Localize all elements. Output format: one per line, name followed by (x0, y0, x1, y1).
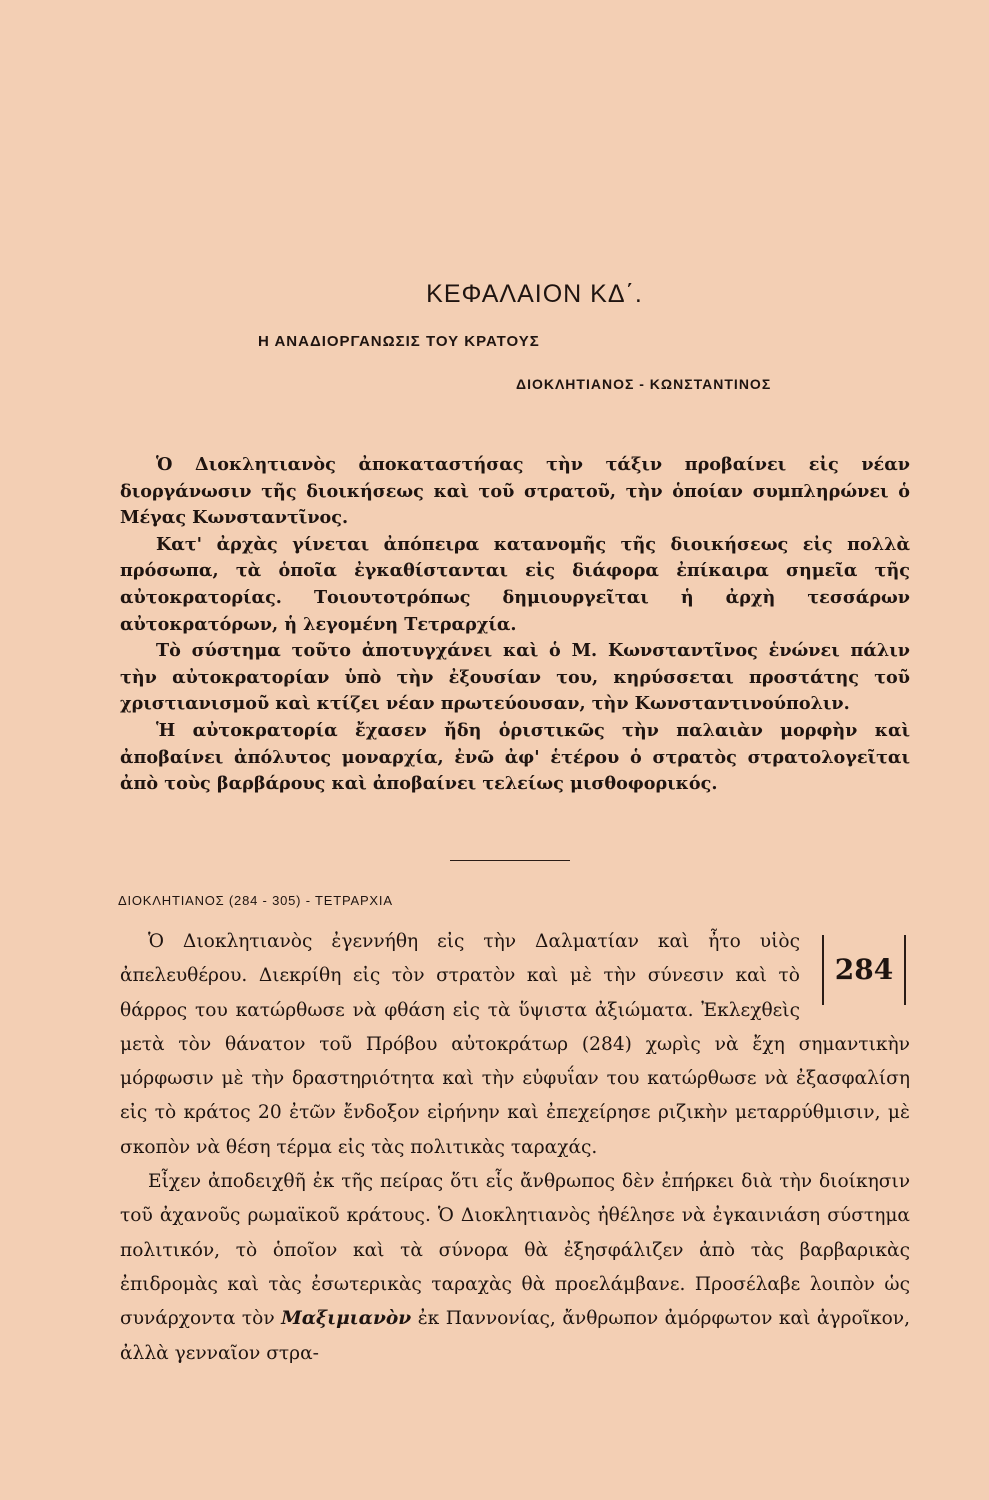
section-body (120, 925, 910, 1371)
section-divider (450, 860, 570, 861)
emphasized-name: Μαξιμιανὸν (281, 1308, 412, 1330)
summary-paragraph: Κατ' ἀρχὰς γίνεται ἀπόπειρα κατανομῆς τῆς διοικήσεως εἰς πολλὰ πρόσωπα, τὰ ὁποῖα ἐγκαθίστανται εἰς διάφορα ἐπίκαιρα σημεῖα τῆς αὐτοκρατορίας. Τοιουτοτρόπως δημιουργεῖται ἡ ἀρχὴ τεσσάρων αὐτοκρατόρων, ἡ λεγομένη Τετραρχία. (120, 533, 910, 635)
summary-paragraph: Ὁ Διοκλητιανὸς ἀποκαταστήσας τὴν τάξιν προβαίνει εἰς νέαν διοργάνωσιν τῆς διοικήσεως καὶ τοῦ στρατοῦ, τὴν ὁποίαν συμπληρώνει ὁ Μέγας Κωνσταντῖνος. (120, 454, 910, 529)
body-paragraph-1 (120, 925, 910, 1165)
chapter-summary (120, 452, 910, 798)
body-paragraph-2-text: Εἶχεν ἀποδειχθῆ ἐκ τῆς πείρας ὅτι εἷς ἄνθρωπος δὲν ἐπήρκει διὰ τὴν διοίκησιν τοῦ ἀχανοῦς ρωμαϊκοῦ κράτους. Ὁ Διοκλητιανὸς ἠθέλησε νὰ ἐγκαινιάση σύστημα πολιτικόν, τὸ ὁποῖον καὶ τὰ σύνορα θὰ ἐξησφάλιζεν ἀπὸ τὰς βαρβαρικὰς ἐπιδρομὰς καὶ τὰς ἐσωτερικὰς ταραχὰς θὰ προελάμβανε. Προσέλαβε λοιπὸν ὡς συνάρχοντα τὸν (120, 1171, 910, 1330)
body-paragraph-2-text-cont: ἐκ Παννονίας, ἄνθρωπον ἀμόρφωτον καὶ ἀγροῖκον, ἀλλὰ γενναῖον στρα- (120, 1308, 910, 1364)
body-paragraph-2 (120, 1165, 910, 1371)
body-paragraph-1-text: Ὁ Διοκλητιανὸς ἐγεννήθη εἰς τὴν Δαλματίαν καὶ ἦτο υἱὸς ἀπελευθέρου. Διεκρίθη εἰς τὸν στρατὸν καὶ μὲ τὴν σύνεσιν καὶ τὸ θάρρος του κατώρθωσε νὰ φθάση εἰς τὰ ὕψιστα ἀξιώματα. Ἐκλεχθεὶς μετὰ τὸν θάνατον τοῦ Πρόβου αὐτοκράτωρ (284) χωρὶς νὰ ἔχη σημαντικὴν μόρφωσιν μὲ τὴν δραστηριότητα καὶ τὴν εὐφυΐαν του κατώρθωσε νὰ ἐξασφαλίση εἰς τὸ κράτος 20 ἐτῶν ἔνδοξον εἰρήνην καὶ ἐπεχείρησε ριζικὴν μεταρρύθμισιν, μὲ σκοπὸν νὰ θέση τέρμα εἰς τὰς πολιτικὰς ταραχάς. (120, 931, 910, 1158)
chapter-names: ΔΙΟΚΛΗΤΙΑΝΟΣ - ΚΩΝΣΤΑΝΤΙΝΟΣ (516, 376, 772, 392)
chapter-title: ΚΕΦΑΛΑΙΟΝ ΚΔ΄. (426, 280, 643, 308)
chapter-subtitle: Η ΑΝΑΔΙΟΡΓΑΝΩΣΙΣ ΤΟΥ ΚΡΑΤΟΥΣ (258, 333, 540, 350)
margin-year: 284 (834, 952, 894, 986)
summary-paragraph: Τὸ σύστημα τοῦτο ἀποτυγχάνει καὶ ὁ Μ. Κωνσταντῖνος ἑνώνει πάλιν τὴν αὐτοκρατορίαν ὑπὸ τὴν ἐξουσίαν του, κηρύσσεται προστάτης τοῦ χριστιανισμοῦ καὶ κτίζει νέαν πρωτεύουσαν, τὴν Κωνσταντινούπολιν. (120, 640, 910, 715)
margin-year-box (822, 935, 906, 1005)
summary-paragraph: Ἡ αὐτοκρατορία ἔχασεν ἤδη ὁριστικῶς τὴν παλαιὰν μορφὴν καὶ ἀποβαίνει ἀπόλυτος μοναρχία, ἐνῶ ἀφ' ἑτέρου ὁ στρατὸς στρατολογεῖται ἀπὸ τοὺς βαρβάρους καὶ ἀποβαίνει τελείως μισθοφορικός. (120, 719, 910, 795)
section-heading: ΔΙΟΚΛΗΤΙΑΝΟΣ (284 - 305) - ΤΕΤΡΑΡΧΙΑ (118, 893, 393, 908)
